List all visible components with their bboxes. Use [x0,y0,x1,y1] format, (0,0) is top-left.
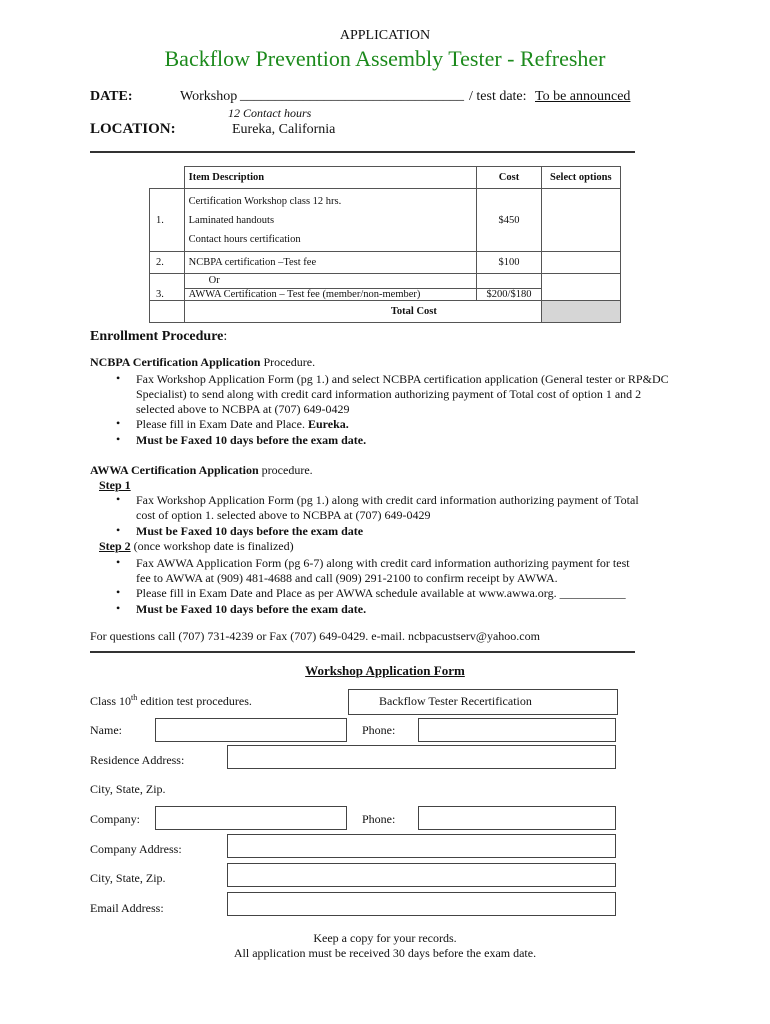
company-label: Company: [90,812,140,826]
select-option-2[interactable] [541,252,620,274]
select-option-1[interactable] [541,189,620,252]
total-cost-label: Total Cost [184,301,477,323]
table-row [150,189,621,252]
row-number: 2. [150,252,185,274]
row-number: 1. [150,189,185,252]
footer-keep-copy: Keep a copy for your records. [313,931,457,945]
col-header-cost: Cost [477,167,541,189]
workshop-label: Workshop [180,89,238,104]
email-label: Email Address: [90,901,164,915]
phone-field[interactable] [418,718,616,742]
col-header-item: Item Description [184,167,477,189]
enrollment-heading-wrap [90,329,227,345]
col-header-select: Select options [541,167,620,189]
footer-deadline: All application must be received 30 days before the exam date. [233,946,537,960]
awwa-title-bold: AWWA Certification Application [90,463,259,477]
item-line: Contact hours certification [188,233,301,245]
step-1-label: Step 1 [99,478,131,492]
awwa-s2-b1-line1: Fax AWWA Application Form (pg 6-7) along with credit card information authorizing payment for test [136,556,630,570]
workshop-blank[interactable]: ________________________________ [240,88,464,103]
row-cost: $200/$180 [477,288,540,300]
bullet-icon: • [116,416,121,430]
row-number: 3. [156,288,164,300]
company-field[interactable] [155,806,347,830]
phone-label: Phone: [362,723,396,737]
bullet-icon: • [116,492,121,506]
bullet-icon: • [116,523,121,537]
company-phone-field[interactable] [418,806,616,830]
enrollment-colon: : [223,329,228,344]
row-cost: $100 [477,252,541,274]
awwa-s2-b1-line2: fee to AWWA at (909) 481-4688 and call (909) 291-2100 to confirm receipt by AWWA. [136,571,558,585]
items-table [149,166,621,323]
ncbpa-title [90,355,315,370]
enrollment-heading: Enrollment Procedure [90,329,224,344]
awwa-s1-b1-line2: cost of option 1. selected above to NCBPA at (707) 649-0429 [136,508,431,522]
test-date-label: / test date: [469,89,527,104]
awwa-s2-b3: Must be Faxed 10 days before the exam date. [136,602,367,616]
contact-hours: 12 Contact hours [228,106,312,120]
recertification-box[interactable] [348,689,618,715]
test-date-value: To be announced [535,89,631,104]
location-value: Eureka, California [232,122,336,137]
bullet-icon: • [116,601,121,615]
ncbpa-title-bold: NCBPA Certification Application [90,355,261,369]
ncbpa-step-2-text: Please fill in Exam Date and Place. [136,417,308,431]
city-state-zip-label: City, State, Zip. [90,782,166,796]
item-line: Laminated handouts [188,214,275,226]
awwa-s2-b2: Please fill in Exam Date and Place as per AWWA schedule available at www.awwa.org. ___________ [136,586,626,600]
company-address-label: Company Address: [90,842,182,856]
bullet-icon: • [116,585,121,599]
bullet-icon: • [116,371,121,385]
name-label: Name: [90,723,122,737]
item-desc: NCBPA certification –Test fee [184,252,477,274]
date-label: DATE: [90,89,133,104]
total-cost-field[interactable] [541,301,620,323]
divider-top [90,151,635,153]
or-label: Or [208,275,220,286]
residence-address-label: Residence Address: [90,753,185,767]
row-cost: $450 [477,189,541,252]
questions-contact: For questions call (707) 731-4239 or Fax (707) 649-0429. e-mail. ncbpacustserv@yahoo.com [90,629,540,643]
item-line: Certification Workshop class 12 hrs. [188,195,342,207]
company-city-state-zip-label: City, State, Zip. [90,871,166,885]
location-label: LOCATION: [90,121,176,137]
form-title: Workshop Application Form [305,663,465,678]
awwa-title [90,463,313,478]
ncbpa-step-1-line2: Specialist) to send along with credit card information authorizing payment of Total cost of option 1 and 2 [136,387,642,401]
company-city-state-zip-field[interactable] [227,863,616,887]
ncbpa-title-rest: Procedure. [260,355,316,369]
ncbpa-step-1-line3: selected above to NCBPA at (707) 649-0429 [136,402,350,416]
name-field[interactable] [155,718,347,742]
bullet-icon: • [116,432,121,446]
bullet-icon: • [116,555,121,569]
item-desc: AWWA Certification – Test fee (member/non-member) [185,288,477,300]
recertification-value: Backflow Tester Recertification [379,694,532,708]
awwa-s1-b2: Must be Faxed 10 days before the exam date [136,524,364,538]
class-label [90,693,252,709]
page-title: Backflow Prevention Assembly Tester - Refresher [164,46,606,71]
step-2-note: (once workshop date is finalized) [130,539,294,553]
table-row [150,252,621,274]
ncbpa-step-1-line1: Fax Workshop Application Form (pg 1.) and select NCBPA certification application (General tester or RP&DC [136,372,669,386]
class-label-b: edition test procedures. [137,694,252,708]
email-field[interactable] [227,892,616,916]
step-2-line [99,539,294,554]
awwa-title-rest: procedure. [258,463,313,477]
select-option-3[interactable] [541,274,620,301]
residence-address-field[interactable] [227,745,616,769]
ncbpa-step-2 [136,417,349,432]
ncbpa-step-3: Must be Faxed 10 days before the exam date. [136,433,367,447]
divider-middle [90,651,635,653]
company-phone-label: Phone: [362,812,396,826]
company-address-field[interactable] [227,834,616,858]
table-row [150,274,621,301]
step-2-label: Step 2 [99,539,131,553]
class-label-sup: th [131,693,138,702]
class-label-a: Class 10 [90,694,132,708]
awwa-s1-b1-line1: Fax Workshop Application Form (pg 1.) along with credit card information authorizing payment of Total [136,493,639,507]
ncbpa-step-2-place: Eureka. [307,417,349,431]
page-kicker: APPLICATION [339,28,431,43]
